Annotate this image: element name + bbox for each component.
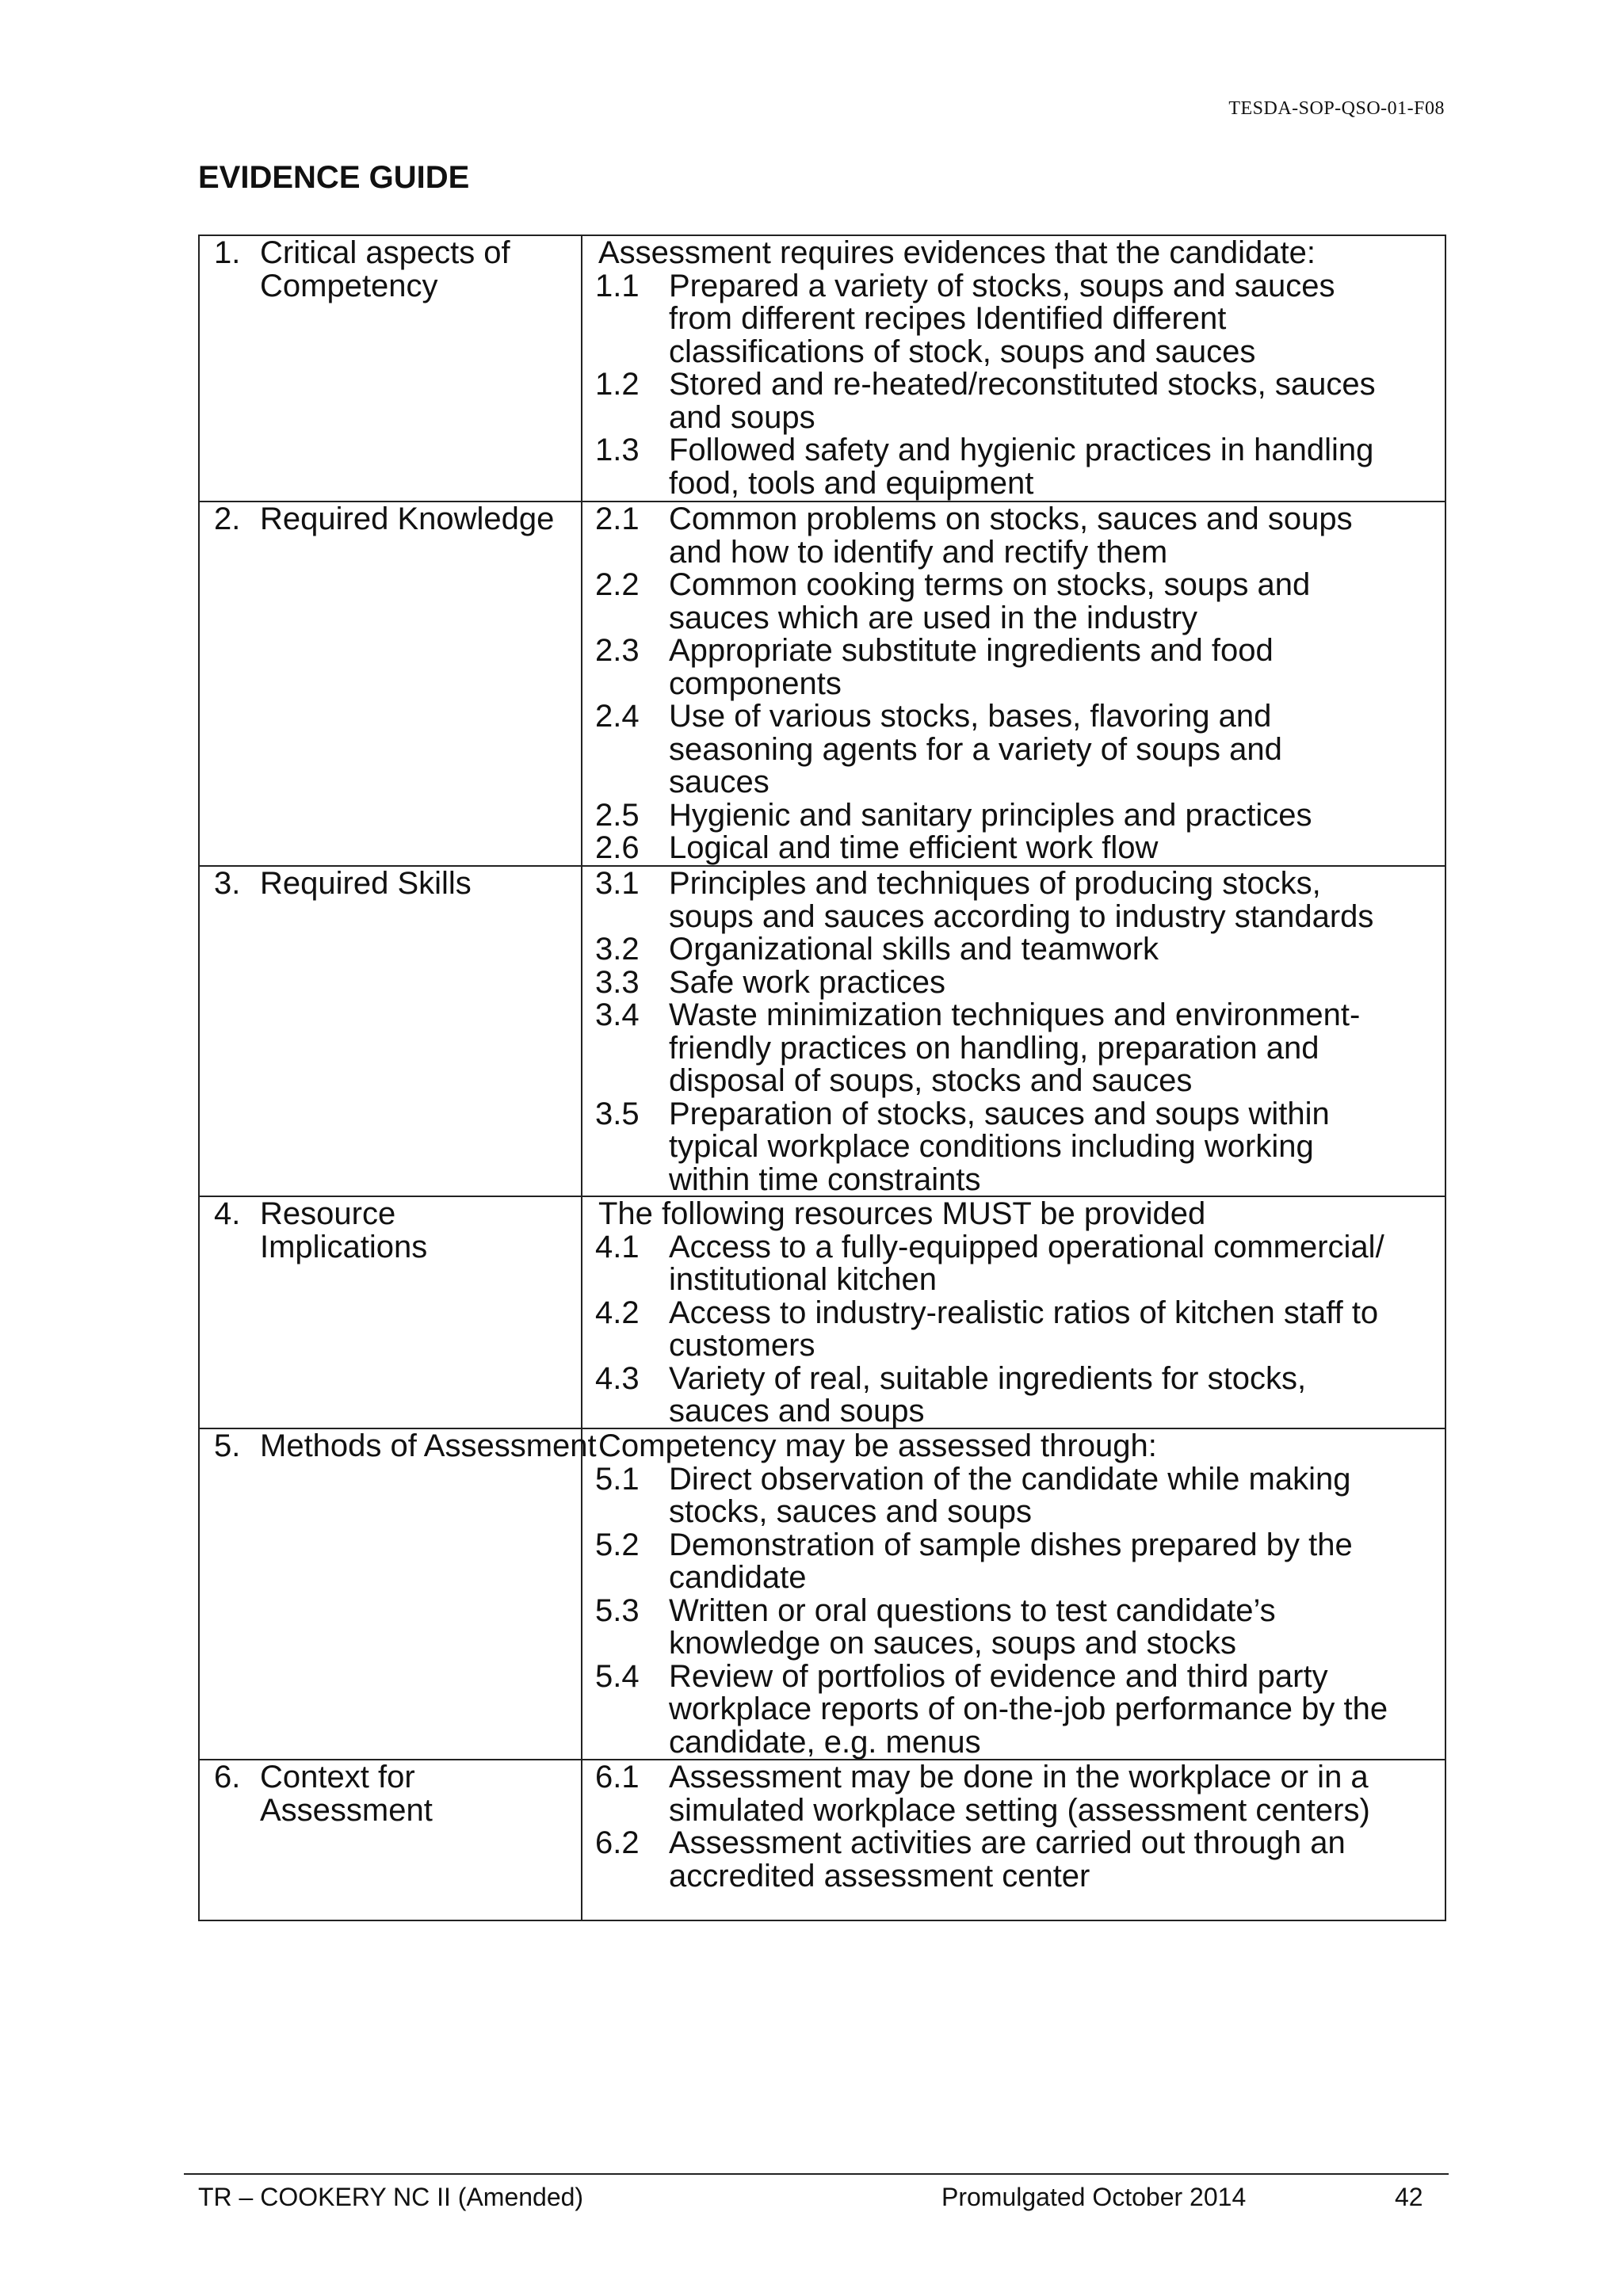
item-number: 6.2 <box>595 1825 640 1860</box>
section-content-cell <box>582 236 1445 501</box>
section-number: 3. <box>214 866 241 901</box>
table-row <box>200 1759 1445 1920</box>
item-text: Followed safety and hygienic practices in handling food, tools and equipment <box>669 433 1374 501</box>
list-item <box>595 832 1437 865</box>
section-label: Context for Assessment <box>260 1760 433 1828</box>
footer-divider <box>184 2173 1449 2175</box>
list-item <box>595 1658 1437 1760</box>
list-item <box>595 1098 1437 1197</box>
document-code: TESDA-SOP-QSO-01-F08 <box>1228 98 1445 119</box>
section-content-cell <box>582 1760 1445 1920</box>
item-number: 4.3 <box>595 1360 640 1396</box>
list-item <box>595 368 1437 434</box>
item-text: Prepared a variety of stocks, soups and sauces from different recipes Identified different classifications of stock, soups and sauces <box>669 268 1335 369</box>
item-number: 2.6 <box>595 830 640 865</box>
item-number: 3.2 <box>595 932 640 967</box>
section-label-cell <box>200 1197 582 1428</box>
item-number: 6.1 <box>595 1760 640 1794</box>
section-label-cell <box>200 867 582 1196</box>
footer-document-title: TR – COOKERY NC II (Amended) <box>198 2183 584 2211</box>
item-number: 2.2 <box>595 567 640 602</box>
item-text: Safe work practices <box>669 964 946 1000</box>
section-label-cell <box>200 502 582 865</box>
table-row <box>200 236 1445 501</box>
item-number: 2.3 <box>595 633 640 668</box>
item-number: 2.5 <box>595 797 640 833</box>
item-text: Logical and time efficient work flow <box>669 830 1159 865</box>
section-number: 2. <box>214 502 241 536</box>
item-number: 3.1 <box>595 866 640 901</box>
section-number: 1. <box>214 235 241 270</box>
list-item <box>595 635 1437 700</box>
item-number: 3.4 <box>595 997 640 1032</box>
item-number: 4.2 <box>595 1295 640 1330</box>
section-label-cell <box>200 236 582 501</box>
item-text: Direct observation of the candidate while making stocks, sauces and soups <box>669 1461 1351 1529</box>
item-text: Assessment may be done in the workplace or in a simulated workplace setting (assessment centers) <box>669 1760 1370 1828</box>
list-item <box>595 270 1437 369</box>
section-content-cell <box>582 1429 1445 1759</box>
section-intro: Competency may be assessed through: <box>598 1428 1157 1463</box>
item-text: Preparation of stocks, sauces and soups within typical workplace conditions including working within time constraints <box>669 1096 1330 1197</box>
item-text: Stored and re-heated/reconstituted stocks, sauces and soups <box>669 367 1376 435</box>
item-number: 1.2 <box>595 367 640 402</box>
item-text: Principles and techniques of producing stocks, soups and sauces according to industry standards <box>669 866 1374 934</box>
section-content-cell <box>582 1197 1445 1428</box>
item-number: 2.4 <box>595 699 640 734</box>
item-text: Access to a fully-equipped operational commercial/ institutional kitchen <box>669 1229 1384 1297</box>
list-item <box>595 1592 1437 1661</box>
list-item <box>595 700 1437 799</box>
list-item <box>595 1827 1437 1893</box>
item-text: Review of portfolios of evidence and third party workplace reports of on-the-job performance by the candidate, e.g. menus <box>669 1658 1388 1760</box>
table-row <box>200 501 1445 865</box>
list-item <box>595 1529 1437 1595</box>
section-label: Critical aspects of Competency <box>260 235 510 303</box>
item-number: 5.3 <box>595 1592 640 1628</box>
page-title: EVIDENCE GUIDE <box>198 160 470 195</box>
list-item <box>595 933 1437 967</box>
item-text: Variety of real, suitable ingredients for stocks, sauces and soups <box>669 1360 1307 1428</box>
item-number: 4.1 <box>595 1229 640 1264</box>
item-text: Common problems on stocks, sauces and soups and how to identify and rectify them <box>669 502 1353 570</box>
item-number: 1.3 <box>595 433 640 467</box>
list-item <box>595 569 1437 635</box>
item-number: 3.5 <box>595 1096 640 1131</box>
section-content-cell <box>582 502 1445 865</box>
footer-page-number: 42 <box>1395 2183 1423 2211</box>
list-item <box>595 1297 1437 1363</box>
list-item <box>595 1761 1437 1827</box>
item-text: Appropriate substitute ingredients and food components <box>669 633 1274 701</box>
section-number: 6. <box>214 1760 241 1794</box>
item-text: Hygienic and sanitary principles and practices <box>669 797 1312 833</box>
table-row <box>200 865 1445 1196</box>
item-number: 3.3 <box>595 964 640 1000</box>
section-content-cell <box>582 867 1445 1196</box>
section-label: Required Skills <box>260 866 472 901</box>
item-text: Assessment activities are carried out through an accredited assessment center <box>669 1825 1346 1894</box>
item-text: Use of various stocks, bases, flavoring and seasoning agents for a variety of soups and sauces <box>669 699 1282 799</box>
list-item <box>595 964 1437 1000</box>
table-row <box>200 1428 1445 1759</box>
footer-promulgation-date: Promulgated October 2014 <box>941 2183 1247 2211</box>
item-text: Waste minimization techniques and environment- friendly practices on handling, preparation and disposal of soups, stocks and sauces <box>669 997 1361 1098</box>
item-text: Common cooking terms on stocks, soups and sauces which are used in the industry <box>669 567 1311 635</box>
list-item <box>595 1360 1437 1428</box>
list-item <box>595 434 1437 500</box>
section-number: 5. <box>214 1428 241 1463</box>
list-item <box>595 799 1437 833</box>
section-label: Resource Implications <box>260 1196 428 1264</box>
section-number: 4. <box>214 1196 241 1231</box>
section-intro: The following resources MUST be provided <box>598 1196 1206 1231</box>
section-label-cell <box>200 1428 597 1759</box>
item-text: Organizational skills and teamwork <box>669 932 1159 967</box>
item-text: Access to industry-realistic ratios of kitchen staff to customers <box>669 1295 1379 1363</box>
section-intro: Assessment requires evidences that the candidate: <box>598 235 1316 270</box>
table-row <box>200 1196 1445 1428</box>
section-label-cell <box>200 1760 582 1920</box>
item-number: 5.2 <box>595 1527 640 1562</box>
list-item <box>595 999 1437 1098</box>
item-number: 1.1 <box>595 268 640 303</box>
item-number: 5.1 <box>595 1461 640 1497</box>
evidence-guide-table <box>198 235 1446 1921</box>
list-item <box>595 868 1437 933</box>
section-label: Methods of Assessment <box>260 1428 597 1463</box>
item-text: Demonstration of sample dishes prepared by the candidate <box>669 1527 1353 1595</box>
list-item <box>595 503 1437 569</box>
item-text: Written or oral questions to test candidate’s knowledge on sauces, soups and stocks <box>669 1592 1276 1661</box>
item-number: 5.4 <box>595 1658 640 1694</box>
item-number: 2.1 <box>595 502 640 536</box>
list-item <box>595 1231 1437 1297</box>
section-label: Required Knowledge <box>260 502 555 536</box>
list-item <box>595 1463 1437 1529</box>
